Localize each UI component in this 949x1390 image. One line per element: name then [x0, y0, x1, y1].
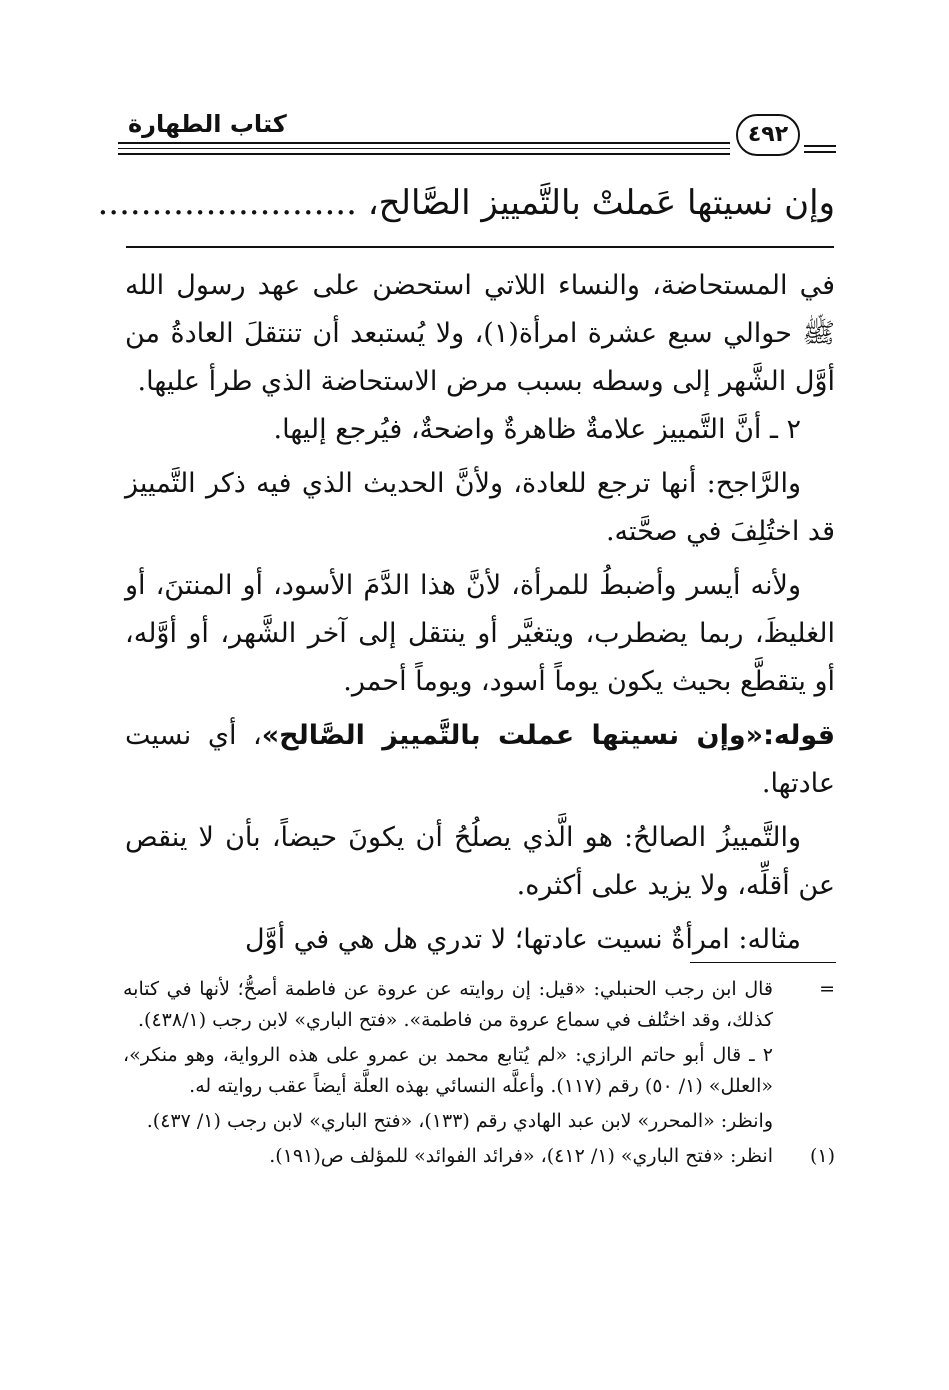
- footnote-text: قال ابن رجب الحنبلي: «قيل: إن روايته عن عروة عن فاطمة أصحُّ؛ لأنها في كتابه كذلك، وقد اختُلف في سماع عروة من فاطمة». «فتح الباري» لابن رجب (٤٣٨/١).: [123, 978, 773, 1031]
- header-rule: [118, 148, 730, 149]
- matn-divider: [126, 246, 834, 248]
- footnote: [123, 1141, 835, 1172]
- qawluh-quote: «وإن نسيتها عملت بالتَّمييز الصَّالح»: [261, 720, 764, 751]
- footnote-divider: [690, 962, 836, 963]
- footnote-marker: (١): [809, 1145, 835, 1167]
- footnote-text: وانظر: «المحرر» لابن عبد الهادي رقم (١٣٣)، «فتح الباري» لابن رجب (١/ ٤٣٧).: [146, 1110, 773, 1132]
- footnote-text: ٢ ـ قال أبو حاتم الرازي: «لم يُتابع محمد بن عمرو على هذه الرواية، وهو منكر»، «العلل» (١/ ٥٠) رقم (١١٧). وأعلَّه النسائي بهذه العلَّة أيضاً عقب روايته له.: [123, 1044, 773, 1097]
- matn-text: وإن نسيتها عَملتْ بالتَّمييز الصَّالح، ........................: [97, 183, 835, 223]
- qawluh-rest: ، أي نسيت عادتها.: [125, 720, 835, 799]
- page-header: [118, 106, 836, 166]
- footnote-marker: [773, 1106, 835, 1137]
- footnote: [123, 974, 835, 1036]
- qawluh-paragraph: [125, 712, 835, 808]
- paragraph: في المستحاضة، والنساء اللاتي استحضن على عهد رسول الله ﷺ حوالي سبع عشرة امرأة(١)، ولا يُستبعد أن تنتقلَ العادةُ من أوَّل الشَّهر إلى وسطه بسبب مرض الاستحاضة الذي طرأ عليها.: [125, 270, 835, 397]
- header-rule: [804, 145, 836, 147]
- footnote-marker: =: [819, 978, 835, 1000]
- commentary-body: [125, 262, 835, 964]
- footnotes: [123, 974, 835, 1176]
- header-rule: [118, 142, 730, 144]
- page-number: ٤٩٢: [736, 114, 800, 156]
- footnote-text: انظر: «فتح الباري» (١/ ٤١٢)، «فرائد الفوائد» للمؤلف ص(١٩١).: [269, 1145, 773, 1167]
- footnote: [123, 1106, 835, 1137]
- footnote: [123, 1040, 835, 1102]
- paragraph: والرَّاجح: أنها ترجع للعادة، ولأنَّ الحديث الذي فيه ذكر التَّمييز قد اختُلِفَ في صحَّته.: [125, 468, 835, 547]
- paragraph: ولأنه أيسر وأضبطُ للمرأة، لأنَّ هذا الدَّمَ الأسود، أو المنتنَ، أو الغليظَ، ربما يضطرب، ويتغيَّر أو ينتقل إلى آخر الشَّهر، أو أوَّله، أو يتقطَّع بحيث يكون يوماً أسود، ويوماً أحمر.: [125, 570, 835, 697]
- paragraph: مثاله: امرأةٌ نسيت عادتها؛ لا تدري هل هي في أوَّل: [244, 924, 801, 955]
- header-rule: [804, 151, 836, 153]
- running-title: كتاب الطهارة: [128, 110, 287, 138]
- qawluh-label: قوله:: [763, 720, 835, 751]
- paragraph: ٢ ـ أنَّ التَّمييز علامةٌ ظاهرةٌ واضحةٌ، فيُرجع إليها.: [273, 414, 801, 445]
- paragraph: والتَّمييزُ الصالحُ: هو الَّذي يصلُحُ أن يكونَ حيضاً، بأن لا ينقص عن أقلِّه، ولا يزيد على أكثره.: [125, 822, 835, 901]
- header-rule: [118, 153, 730, 155]
- footnote-marker: [773, 1040, 835, 1102]
